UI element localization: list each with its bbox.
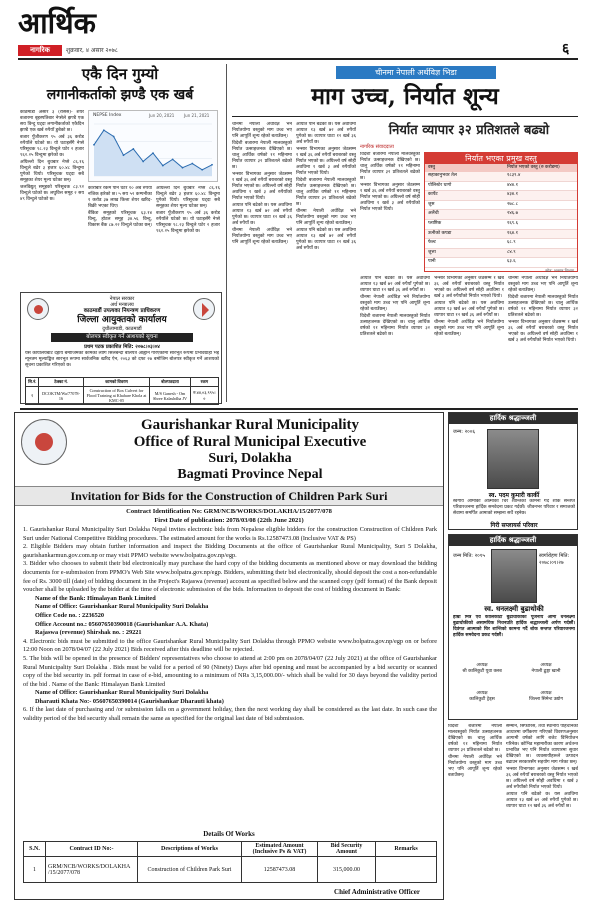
obituary-title: हार्दिक श्रद्धाञ्जली [449, 535, 577, 546]
table-cell: कार्पेट [428, 192, 438, 198]
notice-title: जिल्ला आयुक्तको कार्यालय [77, 315, 167, 325]
export-table-body [425, 172, 577, 268]
notice-line-4: Bagmati Province Nepal [177, 467, 323, 482]
table-cell: प्लाष्टिक [428, 220, 442, 226]
obituary-card [448, 412, 578, 530]
section-rule [20, 408, 578, 410]
table-cell: अलैंची [428, 211, 439, 217]
portrait-photo [487, 429, 539, 489]
table-header: Bid Security Amount [318, 842, 376, 857]
article-paragraph: विदेशी बजारमा नेपाली मालवस्तुको निर्यात उत्साहजनक देखिएको छ। चालु आर्थिक वर्षको ११ महिनामा निर्यात व्यापार ३२ प्रतिशतले बढेको छ। [360, 314, 430, 337]
table-cell: १६४.१ [507, 230, 519, 236]
table-header: बोलपत्रदाता [150, 378, 190, 387]
table-header: रकम [190, 378, 218, 387]
table-cell [376, 857, 437, 883]
article-paragraph: आयात पनि बढेको छ। यस अवधिमा आयात १३ खर्ब ७२ अर्ब रुपैयाँ पुगेको छ। व्यापार घाटा १२ खर्ब ३६ अर्ब रुपैयाँ छ। [296, 228, 356, 251]
table-cell: 1 [24, 857, 46, 883]
section-title: आर्थिक [18, 6, 96, 40]
table-cell: 12587473.08 [242, 857, 318, 883]
table-cell: ६३.६ [507, 259, 516, 265]
table-row [425, 239, 577, 249]
table-cell: M/S Ganesh - Om Shree Kalashdha JV [150, 387, 190, 405]
table-cell: ऊनीको कपडा [428, 230, 452, 236]
obituary-death: स्वर्गारोहण मिति: २०७८।०१।२७ [539, 553, 570, 566]
article-lead: काठमाडौं असार ३ (रासस)- शेयर बजारमा बृहस्पतिबार नेप्सेले झण्डै एक सय विन्दु घट्दा लगानीकर्ताको एकैदिन झण्डै एक खर्ब रुपैयाँ डुबेको छ। [20, 110, 84, 133]
obituary-name: स्व. पदम कुमारी कार्की [488, 492, 540, 499]
bank-name: Name of the Bank: Himalayan Bank Limited [35, 594, 156, 602]
flag-emblem-icon [193, 298, 215, 320]
table-cell: GRM/NCB/WORKS/DOLAKHA /15/2077/078 [46, 857, 138, 883]
notice-publish-date: प्रथम पटक प्रकाशित मिति: २०७८।०३।०४ [84, 344, 160, 350]
notice-line-3: Suri, Dolakha [208, 451, 292, 466]
table-cell: पोलिस्टेर धागो [428, 182, 452, 188]
trade-article-col-2 [360, 276, 430, 402]
obituary-card [448, 534, 578, 720]
obituary-birth: जन्म: २००६ [453, 429, 475, 435]
works-table [23, 841, 437, 883]
export-table-header [425, 164, 577, 172]
table-cell: २४६.७ [507, 211, 519, 217]
chart-point [152, 152, 154, 154]
nepal-emblem-icon [21, 419, 67, 465]
table-row [26, 387, 219, 405]
article-paragraph: चीनमा नेपाली अर्थविज्ञ भने निर्यातयोग्य वस्तुको माग उच्च भए पनि आपूर्ति शून्य रहेको बताउँछन्। [232, 228, 292, 245]
article-paragraph: अघिल्लो दिन बुधबार नेप्से ८६.१६ विन्दुले बढेर ३ हजार ६०.४८ विन्दुमा पुगेको थियो। परिसूचक घट्दा सबै समूहका शेयर मूल्य घटेका छन्। [20, 160, 84, 183]
continued-article [506, 724, 578, 900]
chart-point [93, 144, 95, 146]
table-row [425, 230, 577, 240]
nepal-emblem-icon [27, 298, 49, 320]
table-header: Descriptions of Works [138, 842, 242, 857]
chart-point [142, 161, 144, 163]
table-cell: Construction of Box Culvert for Flood Training at Khahare Khola at KMC-05 [83, 387, 150, 405]
contract-id: Contract Identification No: GRM/NCB/WORKS/DOLAKHA/15/2077/078 [126, 508, 332, 515]
table-row [425, 201, 577, 211]
article-paragraph: अघिल्लो दिन बुधबार नेप्से ८६.१६ विन्दुले बढेर ३ हजार ६०.४८ विन्दुमा पुगेको थियो। परिसूचक घट्दा सबै समूहका शेयर मूल्य घटेका छन्। [156, 186, 220, 209]
office-name: Name of Office: Gaurishankar Rural Municipality Suri Dolakha [35, 603, 209, 611]
table-header: S.N. [24, 842, 46, 857]
notice-org: नेपाल सरकार [109, 296, 135, 302]
article-paragraph: चीनमा नेपाली अर्थविज्ञ भने निर्यातयोग्य वस्तुको माग उच्च भए पनि आपूर्ति शून्य रहेको बताउँछन्। [296, 209, 356, 226]
table-cell: रु.४४,०३,९९५।० [190, 387, 218, 405]
article-paragraph: सम्मान, सिफारिस, तथा स्थानीय पहिचानको आधारमा वर्गीकरण गरिएको विवरणअनुसार आगामी वर्षको लागि बजेट विनियोजन गरिनेछ। कोभिड महामारीका कारण अर्थतन्त्र प्रभावित भए पनि निर्यात व्यापारमा सुधार देखिएको छ। व्यवसायीहरूले उत्पादन बढाउन सरकारसँग सहयोग माग गरेका छन्। [506, 724, 578, 765]
table-cell: १६९.६ [507, 220, 519, 226]
article-paragraph: आयात पनि बढेको छ। यस अवधिमा आयात १३ खर्ब ७२ अर्ब रुपैयाँ पुगेको छ। व्यापार घाटा १२ खर्ब ३६ अर्ब रुपैयाँ छ। [434, 301, 504, 318]
chart-legend-from: Jun 20, 2021 [149, 113, 175, 118]
article-paragraph: चीनमा नेपाली अर्थविज्ञ भने निर्यातयोग्य वस्तुको माग उच्च भए पनि आपूर्ति शून्य रहेको बताउँछन्। [448, 755, 502, 778]
bid-acceptance-notice [20, 292, 222, 404]
obituary-birth: जन्म मिति: २०१५ [453, 553, 485, 559]
table-cell: फेल्ट [428, 240, 436, 246]
obituary-signatory: अध्यक्ष श्री कालिकुटी युवा क्लब [462, 663, 502, 674]
notice-line-2: Office of Rural Municipal Executive [133, 434, 367, 450]
notice-item: 4. Electronic bids must be submitted to the office Gaurishankar Rural Municipality Suri Dolakha through PPMO website www.bolpatra.gov.np/egp on or before 12:00 Noon on 2078/04/07 (22 July 2021) Bids received after this deadline will be rejected. [23, 637, 437, 654]
notice-item: 1. Gaurishankar Rural Municipality Suri Dolakha Nepal invites electronic bids from Nepalese eligible bidders for the construction Construction of Children Park Suri under National Competitive Bidding procedures. The estimated amount for the works is Rs.12587473.08 (Inclusive VAT & PS) [23, 526, 437, 542]
table-header: कामको विवरण [83, 378, 150, 387]
notice-location: दुधौलामाडी, काठमाडौं [102, 326, 142, 332]
header-cell: वस्तु [428, 165, 435, 170]
chart-point [103, 129, 105, 131]
export-table-title: निर्यात भएका प्रमुख वस्तु [425, 153, 577, 164]
header-cell: निर्यात भएको वस्तु (रु करोडमा) [507, 165, 560, 170]
obituary-signatory: अध्यक्ष नेपाली ढुङ्गा खानी [531, 663, 561, 674]
article-paragraph: भन्सार विभागका अनुसार जेठसम्म १ खर्ब ३६ अर्ब रुपैयाँ बराबरको वस्तु निर्यात भएको छ। अघिल्लो वर्ष सोही अवधिमा १ खर्ब ३ अर्ब रुपैयाँको निर्यात भएको थियो। [360, 183, 420, 212]
notice-item: 6. If the last date of purchasing and /or submission falls on a government holiday, then the next working day shall be considered as the last date. In such case the validity period of the bid security shall remain the same as specified for the original last date of bid submission. [23, 706, 437, 723]
article-paragraph: आयात पनि बढेको छ। यस अवधिमा आयात १३ खर्ब ७२ अर्ब रुपैयाँ पुगेको छ। व्यापार घाटा १२ खर्ब ३६ अर्ब रुपैयाँ छ। [232, 203, 292, 226]
table-cell: Construction of Children Park Suri [138, 857, 242, 883]
table-source: स्रोत: भन्सार विभाग [545, 267, 574, 273]
portrait-photo [491, 549, 537, 603]
english-bid-notice [14, 412, 444, 900]
article-paragraph: बजार पुँजीकरण ९५ अर्ब ३६ करोड रुपैयाँले घटेको छ। यो घटाइसँगै नेप्से परिसूचक ९८.२३ विन्दुले घटेर २ हजार ९६२.२५ विन्दुमा झरेको छ। [156, 211, 220, 234]
table-row [425, 220, 577, 230]
article-paragraph: जलविद्युत् समूहको परिसूचक ८३.९२ विन्दुले घटेको छ। लघुवित्त समूह २ सय ४९ विन्दुले घटेको छ। [20, 185, 84, 202]
article-paragraph: भन्सार विभागका अनुसार जेठसम्म १ खर्ब ३६ अर्ब रुपैयाँ बराबरको वस्तु निर्यात भएको छ। अघिल्लो वर्ष सोही अवधिमा १ खर्ब ३ अर्ब रुपैयाँको निर्यात भएको थियो। [506, 767, 578, 790]
article-paragraph: बजार पुँजीकरण ९५ अर्ब ३६ करोड रुपैयाँले घटेको छ। यो घटाइसँगै नेप्से परिसूचक ९८.२३ विन्दुले घटेर २ हजार ९६२.२५ विन्दुमा झरेको छ। [20, 135, 84, 158]
issue-date: शुक्रवार, ४ असार २०७८ [66, 47, 118, 54]
table-cell: ४४४.१ [507, 182, 519, 188]
chart-point [211, 164, 213, 166]
obituary-from: गिरी सप्लायर्स परिवार [490, 522, 538, 529]
right-article-col-1 [232, 122, 292, 402]
chart-legend-to: Jun 21, 2021 [184, 113, 210, 118]
table-header-row [26, 378, 219, 387]
table-cell: १८३९.४ [507, 173, 521, 178]
chart-point [123, 154, 125, 156]
trade-headline: निर्यात व्यापार ३२ प्रतिशतले बढ्यो [388, 123, 550, 138]
chart-point [182, 167, 184, 169]
obituary-signatory: अध्यक्ष जिल्ला सिमेन्ट उद्योग [529, 691, 563, 702]
article-paragraph: विदेशी बजारमा नेपाली मालवस्तुको निर्यात उत्साहजनक देखिएको छ। चालु आर्थिक वर्षको ११ महिनामा निर्यात व्यापार ३२ प्रतिशतले बढेको छ। [232, 141, 292, 170]
trade-article-col-1 [360, 152, 420, 272]
table-row [425, 182, 577, 192]
table-cell: सहाकानुभवर तेल [428, 173, 457, 178]
article-paragraph: आयात पनि बढेको छ। यस अवधिमा आयात १३ खर्ब ७२ अर्ब रुपैयाँ पुगेको छ। व्यापार घाटा १२ खर्ब ३६ अर्ब रुपैयाँ छ। [296, 122, 356, 145]
office-code: Office Code no. : 2236520 [35, 611, 105, 619]
trade-article-col-4 [508, 276, 578, 402]
article-paragraph: चीनमा नेपाली अर्थविज्ञ भने निर्यातयोग्य वस्तुको माग उच्च भए पनि आपूर्ति शून्य रहेको बताउँछन्। [232, 122, 292, 139]
article-paragraph: भन्सार विभागका अनुसार जेठसम्म १ खर्ब ३६ अर्ब रुपैयाँ बराबरको वस्तु निर्यात भएको छ। अघिल्लो वर्ष सोही अवधिमा १ खर्ब ३ अर्ब रुपैयाँको निर्यात भएको थियो। [434, 276, 504, 299]
article-paragraph: चीनमा नेपाली अर्थविज्ञ भने निर्यातयोग्य वस्तुको माग उच्च भए पनि आपूर्ति शून्य रहेको बताउँछन्। [508, 276, 578, 293]
notice-office-line: काठमाडौं उपत्यका नियन्त्रण प्राधिकरण [83, 308, 161, 314]
article-paragraph: आयात पनि बढेको छ। यस अवधिमा आयात १३ खर्ब ७२ अर्ब रुपैयाँ पुगेको छ। व्यापार घाटा १२ खर्ब ३६ अर्ब रुपैयाँ छ। [506, 792, 578, 809]
table-cell: जुत्ता [428, 249, 436, 255]
continued-article [448, 724, 502, 900]
article-paragraph: कारोबार रकम पनि घटेर १० अर्ब रुपैयाँ नजिक झरेको छ। ५ सय ५२ कम्पनीका १ करोड ३७ लाख कित्ता शेयर खरिद-बिक्री भएका थिए। [88, 186, 152, 209]
right-article-col-2 [296, 122, 356, 402]
chart-plot [91, 121, 215, 179]
notice-ministry: अर्थ मन्त्रालय [110, 302, 134, 308]
chart-point [172, 158, 174, 160]
table-cell: ६८.९ [507, 240, 516, 246]
article-paragraph: विदेशी बजारमा नेपाली मालवस्तुको निर्यात उत्साहजनक देखिएको छ। चालु आर्थिक वर्षको ११ महिनामा निर्यात व्यापार ३२ प्रतिशतले बढेको छ। [360, 152, 420, 181]
table-row [425, 249, 577, 259]
article-paragraph: भन्सार विभागका अनुसार जेठसम्म १ खर्ब ३६ अर्ब रुपैयाँ बराबरको वस्तु निर्यात भएको छ। अघिल्लो वर्ष सोही अवधिमा १ खर्ब ३ अर्ब रुपैयाँको निर्यात भएको थियो। [296, 147, 356, 176]
table-cell: जुस [428, 201, 435, 207]
first-publication-date: First Date of publication: 2078/03/08 (22th June 2021) [154, 517, 304, 524]
left-article-col-1 [20, 110, 84, 288]
table-header: ठेक्का नं. [39, 378, 83, 387]
notice-item: 5. The bids will be opened in the presence of Bidders' representatives who choose to attend at 2:00 pm on 2078/04/07 (22 July 2021) at the office of Gaurishankar Rural Municipality Suri Dolakha . Bids must be valid for a period of 90 (Ninety) Days after bid opening and must be accompanied by a bid security or scanned copy of the bid security in. pdf format in case of e-bid, amounting to a minimum of NRs 3,15,000.00/- which shall be valid for 30 days beyond the validity period of the bid . Name of the Bank: Himalayan Bank Limited [23, 654, 437, 688]
notice-banner: बोलपत्र स्वीकृत गर्ने आशयको सूचना [51, 333, 193, 342]
rajaswa-no: Rajaswa (revenue) Shirshak no. : 29221 [35, 629, 142, 637]
chart-point [162, 165, 164, 167]
headline-rule [232, 116, 578, 117]
chart-caption: NEPSE Index [93, 113, 122, 118]
obituary-body: हाम्रा मित्र एवं कालिकोटी बुढाथोकीका पूजनीय आमा धनलक्ष्मी बुढाथोकीको असामयिक निधनप्रति हार्दिक श्रद्धाञ्जली अर्पण गर्दछौं। दिवंगत आत्माको चिर शान्तिको कामना गर्दै शोक सन्तप्त परिवारजनमा हार्दिक समवेदना प्रकट गर्दछौं। [453, 615, 575, 638]
section-tag: नागरिक [18, 45, 62, 56]
notice-item: 2. Eligible Bidders may obtain further information and inspect the Bidding Documents at the office of Gaurishankar Rural Municipality, Suri 5 Dolakha, gaurishankarmun.gov.com.np or may visit PPMO website www.bolpatra.gov.np/egp. [23, 543, 437, 559]
table-header: Contract ID No:- [46, 842, 138, 857]
article-paragraph: भन्सार विभागका अनुसार जेठसम्म १ खर्ब ३६ अर्ब रुपैयाँ बराबरको वस्तु निर्यात भएको छ। अघिल्लो वर्ष सोही अवधिमा १ खर्ब ३ अर्ब रुपैयाँको निर्यात भएको थियो। [508, 320, 578, 343]
signature: Chief Administrative Officer [334, 888, 420, 896]
deposit-office: Name of Office: Gaurishankar Rural Municipality Suri Dolakha [35, 689, 209, 697]
page-number: ६ [562, 41, 570, 57]
notice-body: यस कार्यालयबाट देहाय बमोजिमको कामका लागि सिलबन्दी बोलपत्र आह्वान गरिएकोमा सारभूत रूपमा प्रभावग्राही भई न्यूनतम मूल्याङ्कित सारभूत रूपमा सार्वजनिक खरिद ऐन, २०६३ को दफा २७ बमोजिम बोलपत्र स्वीकृत गर्ने आशयको सूचना प्रकाशित गरिएको छ। [25, 351, 219, 368]
article-paragraph: बैंकिङ समूहको परिसूचक ६३.१४ विन्दु, होटल समूह ३४.५६ विन्दु, विकास बैंक ८७.२२ विन्दुले घटेका छन्। [88, 211, 152, 228]
table-header: Estimated Amount (Inclusive Ps & VAT) [242, 842, 318, 857]
article-paragraph: चीनमा नेपाली अर्थविज्ञ भने निर्यातयोग्य वस्तुको माग उच्च भए पनि आपूर्ति शून्य रहेको बताउँछन्। [360, 295, 430, 312]
chart-point [201, 169, 203, 171]
table-row [425, 258, 577, 268]
article-paragraph: भन्सार विभागका अनुसार जेठसम्म १ खर्ब ३६ अर्ब रुपैयाँ बराबरको वस्तु निर्यात भएको छ। अघिल्लो वर्ष सोही अवधिमा १ खर्ब ३ अर्ब रुपैयाँको निर्यात भएको थियो। [232, 172, 292, 201]
byline: नागरिक संवाददाता [360, 144, 394, 150]
notice-table [25, 377, 219, 405]
left-headline-1: एकै दिन गुम्यो [81, 65, 159, 83]
table-cell: ४३४.१ [507, 192, 519, 198]
table-header: सि.नं. [26, 378, 39, 387]
invitation-title: Invitation for Bids for the Construction of Children Park Suri [15, 486, 443, 506]
left-article-col-3 [156, 186, 220, 288]
chart-point [191, 163, 193, 165]
details-title: Details Of Works [203, 830, 255, 838]
table-cell: २७८.८ [507, 201, 519, 207]
table-header: Remarks [376, 842, 437, 857]
table-header-row [24, 842, 437, 857]
obituary-name: स्व. धनलक्ष्मी बुढाथोकी [484, 605, 544, 613]
masthead-rule [18, 58, 578, 60]
table-cell: १ [26, 387, 39, 405]
obituary-title: हार्दिक श्रद्धाञ्जली [449, 413, 577, 424]
table-cell: DCOKTM/Wa/77078-16 [39, 387, 83, 405]
left-headline-2: लगानीकर्ताको झण्डै एक खर्ब [46, 87, 194, 103]
kicker-bar: चीनमा नेपाली अर्थविज्ञ भिडा [336, 66, 496, 79]
column-divider [226, 64, 227, 402]
dharauti-account: Dharauti Khata No:- 05607650390014 (Gaurishankar Dharauti khata) [35, 697, 224, 705]
trade-article-col-3 [434, 276, 504, 402]
chart-point [113, 136, 115, 138]
right-headline: माग उच्च, निर्यात शून्य [311, 83, 499, 110]
article-paragraph: विदेशी बजारमा नेपाली मालवस्तुको निर्यात उत्साहजनक देखिएको छ। चालु आर्थिक वर्षको ११ महिनामा निर्यात व्यापार ३२ प्रतिशतले बढेको छ। [508, 295, 578, 318]
article-paragraph: विदेशी बजारमा नेपाली मालवस्तुको निर्यात उत्साहजनक देखिएको छ। चालु आर्थिक वर्षको ११ महिनामा निर्यात व्यापार ३२ प्रतिशतले बढेको छ। [296, 178, 356, 207]
nepse-chart [88, 110, 218, 182]
article-paragraph: आयात पनि बढेको छ। यस अवधिमा आयात १३ खर्ब ७२ अर्ब रुपैयाँ पुगेको छ। व्यापार घाटा १२ खर्ब ३६ अर्ब रुपैयाँ छ। [360, 276, 430, 293]
table-row [425, 191, 577, 201]
chart-point [132, 148, 134, 150]
article-paragraph: विदेशी बजारमा नेपाली मालवस्तुको निर्यात उत्साहजनक देखिएको छ। चालु आर्थिक वर्षको ११ महिनामा निर्यात व्यापार ३२ प्रतिशतले बढेको छ। [448, 724, 502, 753]
obituary-body: स्वर्गीय आमाको आत्माको चिर शान्तिको कामना गर्दै शोक सन्तप्त परिवारजनमा हार्दिक समवेदना प्रकट गर्दछौं। जीवनभर परिवार र समाजको सेवामा समर्पित आमाको सम्झना सधैं रहनेछ। [453, 499, 575, 516]
export-table [424, 152, 578, 272]
notice-line-1: Gaurishankar Rural Municipality [140, 417, 360, 433]
notice-item: 3. Bidder who chooses to submit their bid electronically may purchase the hard copy of the bidding documents as mentioned above or may download the bidding documents for e-submission from PPMO's Web Site www.bolpatra.gov.np/egp. Bidders, submitting their bid electronically, should deposit the cost a non-refundable fee of Rs. 3000 till (date) of bidding document in the Project's Rajaswa (revenue) account as specified below and the scanned copy (pdf format) of the Bank deposit voucher shall be uploaded by the bidder at the time of electronic submission of the bids. Information to deposit the cost of bidding document in Bank: [23, 560, 437, 594]
notice-body [23, 526, 437, 822]
left-article-col-2 [88, 186, 152, 288]
table-cell: 315,000.00 [318, 857, 376, 883]
office-account: Office Account no.: 05607650390018 (Gaurishankar A.A. Khata) [35, 620, 209, 628]
article-paragraph: चीनमा नेपाली अर्थविज्ञ भने निर्यातयोग्य वस्तुको माग उच्च भए पनि आपूर्ति शून्य रहेको बताउँछन्। [434, 320, 504, 337]
table-cell: पानी [428, 259, 436, 265]
table-row [425, 172, 577, 182]
table-cell: ८४.९ [507, 249, 516, 255]
table-row [425, 210, 577, 220]
obituary-signatory: अध्यक्ष कालिकुटी ट्रेड्स [469, 691, 495, 702]
table-row [24, 857, 437, 883]
